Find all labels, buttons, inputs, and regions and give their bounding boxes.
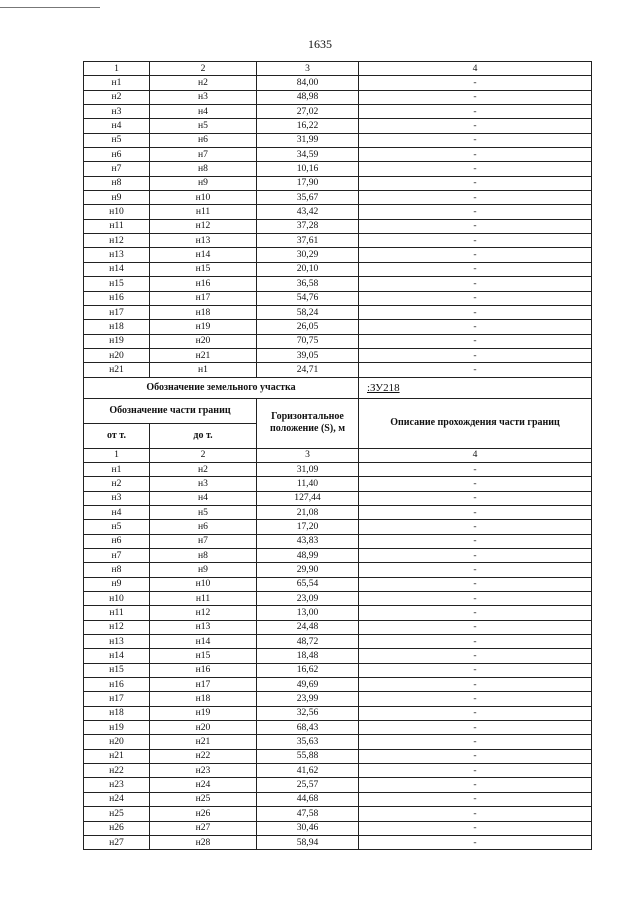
point-to-cell: н11 [150, 592, 257, 606]
col-4-header: 4 [359, 448, 592, 462]
description-cell: - [359, 477, 592, 491]
point-from-cell: н4 [84, 119, 150, 133]
description-cell: - [359, 491, 592, 505]
point-to-cell: н19 [150, 320, 257, 334]
point-from-cell: н23 [84, 778, 150, 792]
col-4-header: 4 [359, 62, 592, 76]
point-from-cell: н2 [84, 90, 150, 104]
point-from-cell: н8 [84, 176, 150, 190]
description-cell: - [359, 577, 592, 591]
description-cell: - [359, 320, 592, 334]
point-to-cell: н7 [150, 534, 257, 548]
table-row [84, 577, 592, 591]
length-cell: 84,00 [257, 76, 359, 90]
col-1-header: 1 [84, 62, 150, 76]
description-cell: - [359, 792, 592, 806]
point-from-cell: н6 [84, 148, 150, 162]
table-row [84, 76, 592, 90]
col-2-header: 2 [150, 62, 257, 76]
point-to-cell: н15 [150, 262, 257, 276]
first-table-body [84, 62, 592, 378]
point-from-cell: н22 [84, 764, 150, 778]
length-cell: 21,08 [257, 505, 359, 519]
col-2-header: 2 [150, 448, 257, 462]
table-row [84, 520, 592, 534]
table-row [84, 749, 592, 763]
table-row [84, 162, 592, 176]
description-cell: - [359, 133, 592, 147]
length-cell: 49,69 [257, 678, 359, 692]
length-cell: 26,05 [257, 320, 359, 334]
description-cell: - [359, 735, 592, 749]
land-plot-label: Обозначение земельного участка [84, 377, 359, 398]
length-cell: 16,22 [257, 119, 359, 133]
table-row [84, 334, 592, 348]
table-row [84, 477, 592, 491]
point-from-cell: н21 [84, 749, 150, 763]
point-from-cell: н8 [84, 563, 150, 577]
boundary-table [83, 61, 592, 850]
point-to-cell: н14 [150, 635, 257, 649]
land-plot-value: :ЗУ218 [359, 377, 592, 398]
to-label: до т. [150, 423, 257, 448]
table-row [84, 692, 592, 706]
point-to-cell: н6 [150, 133, 257, 147]
table-row [84, 835, 592, 849]
point-to-cell: н24 [150, 778, 257, 792]
length-cell: 11,40 [257, 477, 359, 491]
description-cell: - [359, 363, 592, 377]
length-cell: 58,24 [257, 305, 359, 319]
length-cell: 30,29 [257, 248, 359, 262]
description-cell: - [359, 721, 592, 735]
description-cell: - [359, 807, 592, 821]
length-cell: 31,09 [257, 462, 359, 476]
table-row [84, 821, 592, 835]
second-table-header [84, 448, 592, 462]
point-to-cell: н25 [150, 792, 257, 806]
length-cell: 36,58 [257, 277, 359, 291]
length-cell: 65,54 [257, 577, 359, 591]
point-from-cell: н3 [84, 105, 150, 119]
description-cell: - [359, 592, 592, 606]
description-cell: - [359, 692, 592, 706]
length-cell: 23,09 [257, 592, 359, 606]
length-cell: 54,76 [257, 291, 359, 305]
length-cell: 43,83 [257, 534, 359, 548]
table-row [84, 563, 592, 577]
point-to-cell: н22 [150, 749, 257, 763]
description-cell: - [359, 219, 592, 233]
table-row [84, 721, 592, 735]
point-from-cell: н13 [84, 635, 150, 649]
description-cell: - [359, 205, 592, 219]
point-to-cell: н9 [150, 176, 257, 190]
table-row [84, 277, 592, 291]
length-cell: 35,63 [257, 735, 359, 749]
table-row [84, 735, 592, 749]
table-row [84, 678, 592, 692]
point-from-cell: н20 [84, 735, 150, 749]
length-cell: 27,02 [257, 105, 359, 119]
description-cell: - [359, 620, 592, 634]
col-1-header: 1 [84, 448, 150, 462]
description-cell: - [359, 105, 592, 119]
length-cell: 31,99 [257, 133, 359, 147]
point-to-cell: н28 [150, 835, 257, 849]
length-cell: 13,00 [257, 606, 359, 620]
point-from-cell: н4 [84, 505, 150, 519]
point-from-cell: н1 [84, 76, 150, 90]
description-cell: - [359, 778, 592, 792]
point-from-cell: н14 [84, 262, 150, 276]
table-row [84, 348, 592, 362]
point-from-cell: н10 [84, 205, 150, 219]
point-to-cell: н17 [150, 678, 257, 692]
point-from-cell: н13 [84, 248, 150, 262]
description-cell: - [359, 119, 592, 133]
point-to-cell: н20 [150, 721, 257, 735]
table-row [84, 90, 592, 104]
point-from-cell: н16 [84, 678, 150, 692]
length-cell: 24,48 [257, 620, 359, 634]
point-to-cell: н4 [150, 491, 257, 505]
length-cell: 58,94 [257, 835, 359, 849]
point-from-cell: н12 [84, 620, 150, 634]
point-to-cell: н23 [150, 764, 257, 778]
point-to-cell: н4 [150, 105, 257, 119]
length-cell: 10,16 [257, 162, 359, 176]
length-cell: 37,61 [257, 234, 359, 248]
point-to-cell: н8 [150, 548, 257, 562]
point-from-cell: н25 [84, 807, 150, 821]
table-row [84, 635, 592, 649]
table-row [84, 620, 592, 634]
description-cell: - [359, 334, 592, 348]
length-cell: 68,43 [257, 721, 359, 735]
point-from-cell: н3 [84, 491, 150, 505]
length-cell: 48,72 [257, 635, 359, 649]
length-cell: 17,20 [257, 520, 359, 534]
point-to-cell: н15 [150, 649, 257, 663]
point-to-cell: н14 [150, 248, 257, 262]
point-to-cell: н16 [150, 277, 257, 291]
table-row [84, 534, 592, 548]
description-label: Описание прохождения части границ [359, 398, 592, 448]
point-to-cell: н1 [150, 363, 257, 377]
table-row [84, 592, 592, 606]
point-from-cell: н9 [84, 191, 150, 205]
point-from-cell: н5 [84, 133, 150, 147]
length-cell: 32,56 [257, 706, 359, 720]
description-cell: - [359, 234, 592, 248]
table-row [84, 219, 592, 233]
first-table-header [84, 62, 592, 76]
length-cell: 127,44 [257, 491, 359, 505]
table-row [84, 663, 592, 677]
table-row [84, 248, 592, 262]
length-cell: 55,88 [257, 749, 359, 763]
description-cell: - [359, 291, 592, 305]
point-to-cell: н26 [150, 807, 257, 821]
length-cell: 16,62 [257, 663, 359, 677]
point-to-cell: н17 [150, 291, 257, 305]
second-table-body [84, 448, 592, 850]
point-to-cell: н12 [150, 219, 257, 233]
table-row [84, 133, 592, 147]
point-to-cell: н13 [150, 234, 257, 248]
point-from-cell: н27 [84, 835, 150, 849]
col-3-header: 3 [257, 448, 359, 462]
point-to-cell: н16 [150, 663, 257, 677]
description-cell: - [359, 606, 592, 620]
description-cell: - [359, 534, 592, 548]
point-to-cell: н2 [150, 462, 257, 476]
point-from-cell: н11 [84, 219, 150, 233]
point-from-cell: н14 [84, 649, 150, 663]
page-number: 1635 [308, 37, 332, 51]
point-to-cell: н27 [150, 821, 257, 835]
length-cell: 37,28 [257, 219, 359, 233]
description-cell: - [359, 821, 592, 835]
length-cell: 39,05 [257, 348, 359, 362]
length-cell: 35,67 [257, 191, 359, 205]
length-cell: 43,42 [257, 205, 359, 219]
description-cell: - [359, 764, 592, 778]
length-cell: 24,71 [257, 363, 359, 377]
table-row [84, 291, 592, 305]
length-cell: 17,90 [257, 176, 359, 190]
point-from-cell: н19 [84, 721, 150, 735]
land-plot-row [84, 377, 592, 398]
table-row [84, 462, 592, 476]
length-cell: 41,62 [257, 764, 359, 778]
point-to-cell: н9 [150, 563, 257, 577]
point-to-cell: н5 [150, 119, 257, 133]
point-from-cell: н20 [84, 348, 150, 362]
length-cell: 48,99 [257, 548, 359, 562]
description-cell: - [359, 835, 592, 849]
point-to-cell: н21 [150, 735, 257, 749]
description-cell: - [359, 90, 592, 104]
description-cell: - [359, 148, 592, 162]
table-row [84, 792, 592, 806]
description-cell: - [359, 76, 592, 90]
table-row [84, 105, 592, 119]
point-from-cell: н9 [84, 577, 150, 591]
description-cell: - [359, 462, 592, 476]
description-cell: - [359, 520, 592, 534]
description-cell: - [359, 248, 592, 262]
point-to-cell: н12 [150, 606, 257, 620]
point-from-cell: н18 [84, 706, 150, 720]
point-from-cell: н15 [84, 663, 150, 677]
point-to-cell: н7 [150, 148, 257, 162]
description-cell: - [359, 563, 592, 577]
length-cell: 48,98 [257, 90, 359, 104]
point-from-cell: н24 [84, 792, 150, 806]
point-from-cell: н11 [84, 606, 150, 620]
description-cell: - [359, 505, 592, 519]
length-cell: 70,75 [257, 334, 359, 348]
description-cell: - [359, 548, 592, 562]
table-row [84, 191, 592, 205]
point-to-cell: н2 [150, 76, 257, 90]
length-cell: 23,99 [257, 692, 359, 706]
description-cell: - [359, 191, 592, 205]
table-row [84, 491, 592, 505]
point-to-cell: н8 [150, 162, 257, 176]
col-3-header: 3 [257, 62, 359, 76]
length-cell: 18,48 [257, 649, 359, 663]
table-row [84, 807, 592, 821]
table-row [84, 363, 592, 377]
table-row [84, 606, 592, 620]
length-cell: 34,59 [257, 148, 359, 162]
table-row [84, 119, 592, 133]
table-row [84, 176, 592, 190]
table-row [84, 706, 592, 720]
table-row [84, 548, 592, 562]
point-to-cell: н18 [150, 692, 257, 706]
description-cell: - [359, 305, 592, 319]
table-row [84, 262, 592, 276]
point-to-cell: н3 [150, 477, 257, 491]
point-to-cell: н19 [150, 706, 257, 720]
description-cell: - [359, 162, 592, 176]
description-cell: - [359, 678, 592, 692]
description-cell: - [359, 348, 592, 362]
description-cell: - [359, 277, 592, 291]
point-from-cell: н17 [84, 305, 150, 319]
horizontal-label: Горизонтальное положение (S), м [257, 398, 359, 448]
point-from-cell: н21 [84, 363, 150, 377]
point-from-cell: н2 [84, 477, 150, 491]
point-to-cell: н3 [150, 90, 257, 104]
point-to-cell: н21 [150, 348, 257, 362]
table-row [84, 305, 592, 319]
description-cell: - [359, 663, 592, 677]
point-from-cell: н15 [84, 277, 150, 291]
point-to-cell: н13 [150, 620, 257, 634]
from-label: от т. [84, 423, 150, 448]
table-row [84, 649, 592, 663]
length-cell: 44,68 [257, 792, 359, 806]
point-from-cell: н12 [84, 234, 150, 248]
table-row [84, 148, 592, 162]
description-cell: - [359, 262, 592, 276]
point-from-cell: н19 [84, 334, 150, 348]
description-cell: - [359, 749, 592, 763]
description-cell: - [359, 176, 592, 190]
point-to-cell: н11 [150, 205, 257, 219]
point-to-cell: н10 [150, 191, 257, 205]
point-to-cell: н6 [150, 520, 257, 534]
table-row [84, 320, 592, 334]
point-to-cell: н5 [150, 505, 257, 519]
length-cell: 30,46 [257, 821, 359, 835]
length-cell: 25,57 [257, 778, 359, 792]
table-row [84, 764, 592, 778]
length-cell: 29,90 [257, 563, 359, 577]
length-cell: 47,58 [257, 807, 359, 821]
point-from-cell: н7 [84, 162, 150, 176]
point-from-cell: н5 [84, 520, 150, 534]
point-from-cell: н26 [84, 821, 150, 835]
point-from-cell: н7 [84, 548, 150, 562]
table-row [84, 505, 592, 519]
description-cell: - [359, 649, 592, 663]
point-from-cell: н10 [84, 592, 150, 606]
point-from-cell: н6 [84, 534, 150, 548]
point-from-cell: н1 [84, 462, 150, 476]
point-from-cell: н17 [84, 692, 150, 706]
parts-header-row [84, 398, 592, 423]
parts-label: Обозначение части границ [84, 398, 257, 423]
point-to-cell: н18 [150, 305, 257, 319]
point-to-cell: н10 [150, 577, 257, 591]
table-row [84, 778, 592, 792]
top-rule [0, 7, 100, 8]
description-cell: - [359, 635, 592, 649]
table-row [84, 234, 592, 248]
point-from-cell: н16 [84, 291, 150, 305]
point-from-cell: н18 [84, 320, 150, 334]
length-cell: 20,10 [257, 262, 359, 276]
table-row [84, 205, 592, 219]
description-cell: - [359, 706, 592, 720]
section-header [84, 377, 592, 448]
point-to-cell: н20 [150, 334, 257, 348]
